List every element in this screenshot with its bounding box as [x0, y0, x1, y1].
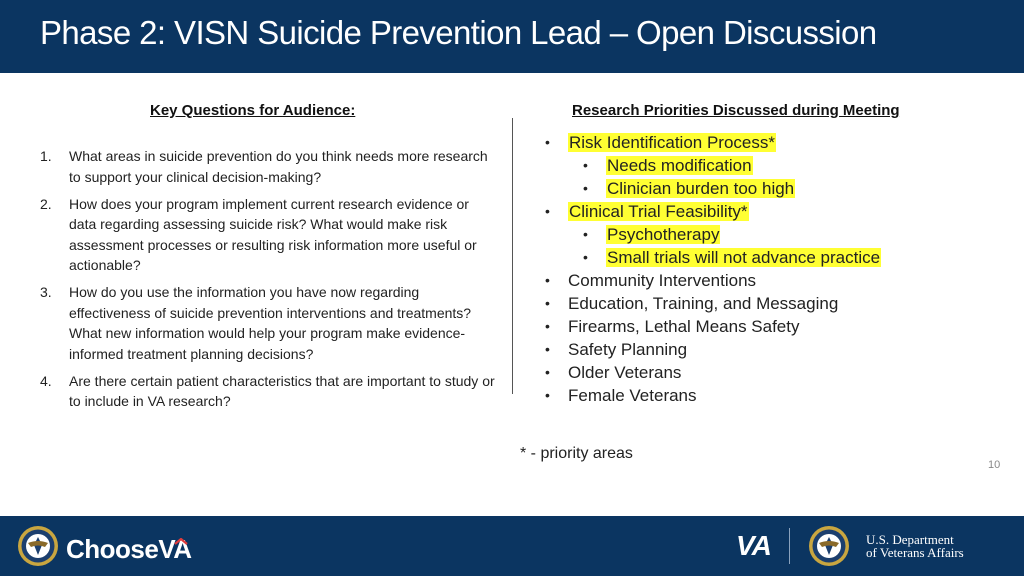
bullet-icon: • — [583, 180, 588, 196]
priority-item: • Firearms, Lethal Means Safety — [545, 317, 800, 336]
bullet-icon: • — [583, 226, 588, 242]
page-number: 10 — [988, 459, 1001, 471]
bullet-icon: • — [545, 203, 550, 219]
priority-item: • Safety Planning — [545, 340, 688, 359]
va-wordmark: VA — [736, 530, 771, 561]
footer-divider — [789, 528, 790, 564]
priority-item: • Clinical Trial Feasibility* — [545, 202, 748, 221]
question-item: 4. Are there certain patient characteristics that are important to study or to include in VA research? — [40, 372, 495, 409]
priority-footnote: * - priority areas — [520, 445, 633, 462]
priority-item: • Community Interventions — [545, 271, 757, 290]
research-priorities-heading: Research Priorities Discussed during Meeting — [572, 102, 900, 119]
key-questions-heading: Key Questions for Audience: — [150, 102, 356, 119]
title-bar — [0, 0, 1024, 73]
questions-list — [38, 146, 498, 418]
question-item: 3. How do you use the information you have now regarding effectiveness of suicide prevention interventions and treatments? What new information would help your program make evidence-informed treatment planning decisions? — [40, 284, 472, 362]
priority-item: • Female Veterans — [545, 386, 697, 405]
slide-title: Phase 2: VISN Suicide Prevention Lead – Open Discussion — [40, 14, 877, 51]
question-item: 2. How does your program implement current research evidence or data regarding assessing suicide risk? What would make risk assessment processes or resulting risk information more useful or actionable? — [40, 195, 477, 273]
priority-subitem: • Small trials will not advance practice — [583, 248, 881, 267]
red-check-accent-icon — [174, 538, 188, 546]
bullet-icon: • — [545, 341, 550, 357]
bullet-icon: • — [583, 157, 588, 173]
bullet-icon: • — [545, 134, 550, 150]
bullet-icon: • — [545, 387, 550, 403]
question-item: 1. What areas in suicide prevention do you think needs more research to support your clinical decision-making? — [40, 148, 488, 185]
priority-subitem: • Clinician burden too high — [583, 179, 795, 198]
bullet-icon: • — [545, 364, 550, 380]
dept-seal-icon — [808, 525, 850, 567]
bullet-icon: • — [545, 295, 550, 311]
priorities-list — [540, 131, 881, 407]
column-divider — [512, 118, 513, 394]
bullet-icon: • — [583, 249, 588, 265]
va-seal-icon — [17, 525, 59, 567]
priority-item: • Education, Training, and Messaging — [545, 294, 839, 313]
priority-item: • Older Veterans — [545, 363, 682, 382]
priority-subitem: • Psychotherapy — [583, 225, 720, 244]
bullet-icon: • — [545, 318, 550, 334]
bullet-icon: • — [545, 272, 550, 288]
department-name: U.S. Department of Veterans Affairs — [866, 532, 964, 560]
priority-subitem: • Needs modification — [583, 156, 752, 175]
footer-bar — [0, 516, 1024, 576]
choose-va-logo: ChooseVA — [66, 534, 192, 564]
priority-item: • Risk Identification Process* — [545, 133, 775, 152]
